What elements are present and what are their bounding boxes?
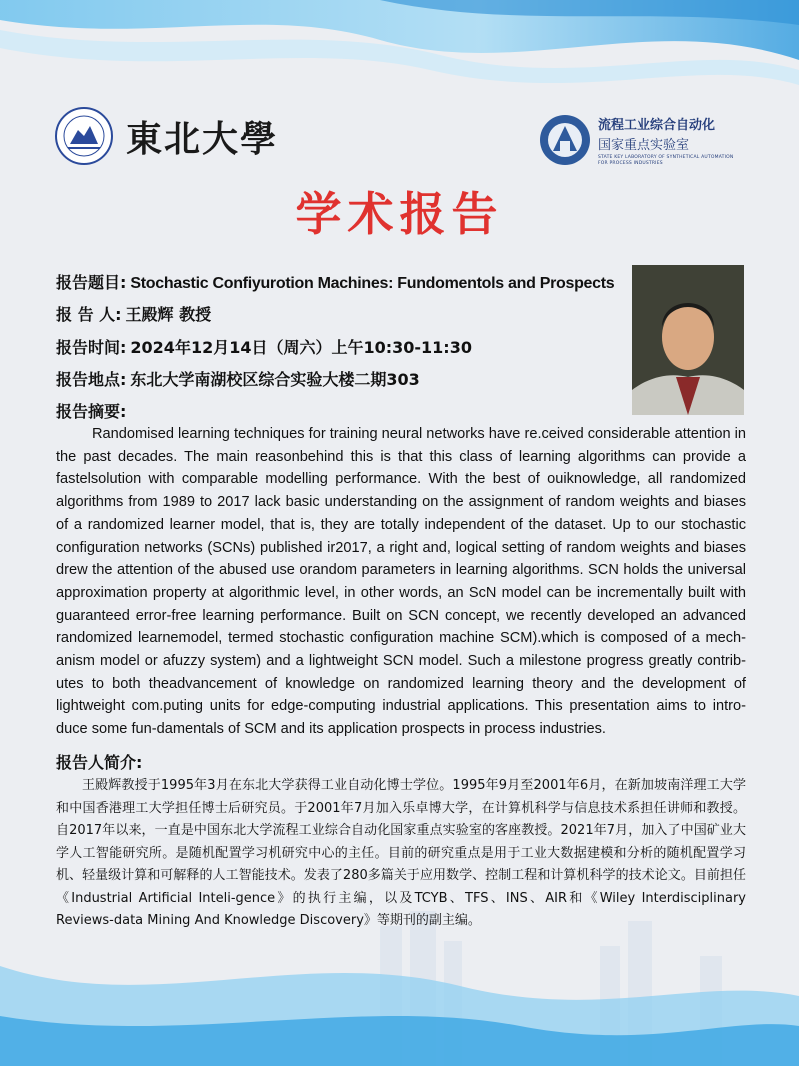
university-logo bbox=[54, 106, 278, 166]
university-name: 東北大學 bbox=[126, 117, 279, 160]
bio-heading: 报告人简介: bbox=[56, 753, 143, 772]
place-row bbox=[56, 367, 420, 390]
lab-emblem-icon bbox=[538, 113, 592, 167]
topic-label: 报告题目: bbox=[56, 273, 127, 292]
lab-name-english: STATE KEY LABORATORY OF SYNTHETICAL AUTOMATION FOR PROCESS INDUSTRIES bbox=[598, 154, 734, 166]
speaker-photo bbox=[632, 265, 744, 415]
top-wave-decoration bbox=[0, 0, 799, 120]
abstract-text: Randomised learning techniques for training neural networks have re.ceived considerable attention in the past decades. The main reasonbehind this is that this class of learning algorithms can provide a fastelsolution with comparable modelling performance. With the best of ouiknowledge, all randomized algorithms from 1989 to 2017 lack basic understanding on the assignment of random weights and biases of a randomized learner model, that is, they are totally independent of the dataset. Up to our stochastic configuration networks (SCNs) published ir2017, a right and, logical setting of random weights and biases drew the attention of the abused use orandom parameters in learning algorithms. SCN holds the universal approximation property at algorithmic level, in other words, an ScN model can be incrementally built with guaranteed error-free learning performance. Built on SCN concept, we recently developed an advanced randomized learnemodel, termed stochastic configuration machine SCM).which is composed of a mech-anism model or afuzzy system) and a lightweight SCN model. Such a milestone progress greatly contrib-utes to both theadvancement of knowledge on randomized learning theory and the development of lightweight com.puting units for edge-computing industrial applications. This presentation aims to intro-duce some fun-damentals of SCM and its application prospects in process industries. bbox=[56, 426, 746, 738]
time-row bbox=[56, 335, 472, 358]
lab-logo bbox=[538, 113, 738, 167]
abstract-heading: 报告摘要: bbox=[56, 402, 127, 421]
place-value: 东北大学南湖校区综合实验大楼二期303 bbox=[130, 370, 420, 389]
place-label: 报告地点: bbox=[56, 370, 127, 389]
topic-value: Stochastic Confiyurotion Machines: Fundomentols and Prospects bbox=[130, 275, 615, 292]
topic-row bbox=[56, 270, 614, 293]
speaker-label: 报 告 人: bbox=[56, 305, 122, 324]
university-seal-icon bbox=[54, 106, 114, 166]
bio-text: 王殿辉教授于1995年3月在东北大学获得工业自动化博士学位。1995年9月至2001年6月，在新加坡南洋理工大学和中国香港理工大学担任博士后研究员。于2001年7月加入乐卓博大学，在计算机科学与信息技术系担任讲师和教授。自2017年以来，一直是中国东北大学流程工业综合自动化国家重点实验室的客座教授。2021年7月，加入了中国矿业大学人工智能研究所。是随机配置学习机研究中心的主任。目前的研究重点是用于工业大数据建模和分析的随机配置学习机、轻量级计算和可解释的人工智能技术。发表了280多篇关于应用数学、控制工程和计算机科学的技术论文。目前担任《Industrial Artificial Inteli-gence》的执行主编，以及TCYB、TFS、INS、AIR和《Wiley Interdisciplinary Reviews-data Mining And Knowledge Discovery》等期刊的副主编。 bbox=[56, 778, 746, 928]
poster-title: 学术报告 bbox=[295, 187, 504, 241]
speaker-portrait-icon bbox=[632, 265, 744, 415]
speaker-value: 王殿辉 教授 bbox=[125, 305, 212, 324]
speaker-row bbox=[56, 302, 211, 325]
lab-name-line2: 国家重点实验室 bbox=[598, 137, 690, 153]
time-value: 2024年12月14日（周六）上午10:30-11:30 bbox=[130, 338, 472, 357]
time-label: 报告时间: bbox=[56, 338, 127, 357]
lab-name-line1: 流程工业综合自动化 bbox=[598, 117, 716, 133]
